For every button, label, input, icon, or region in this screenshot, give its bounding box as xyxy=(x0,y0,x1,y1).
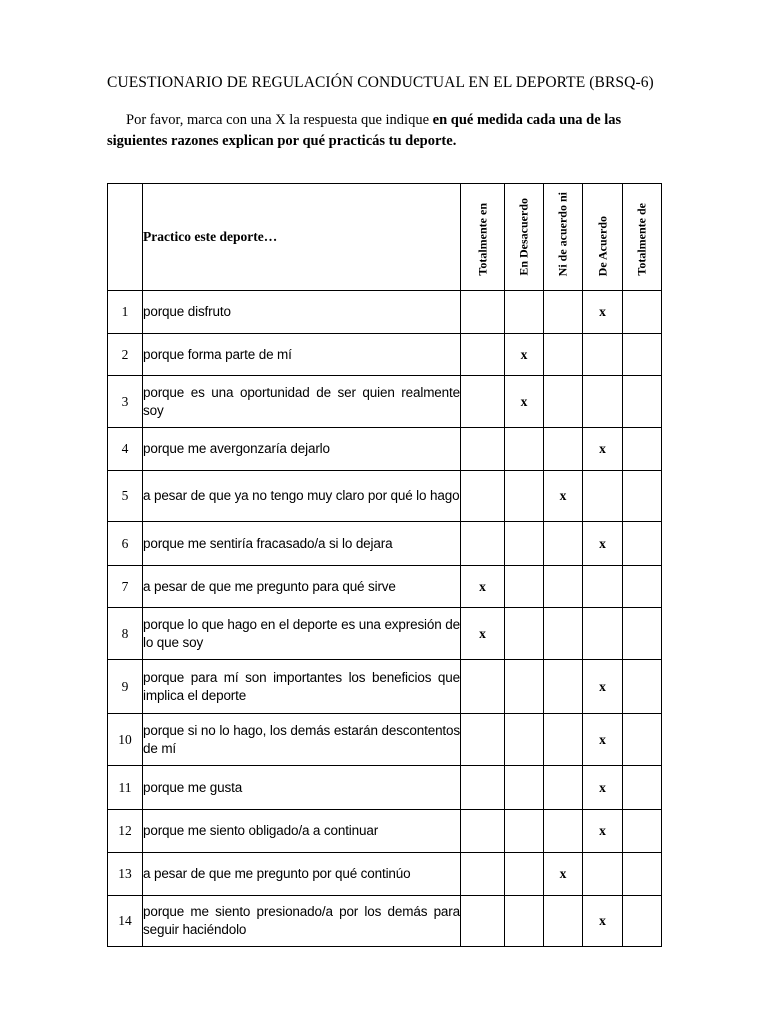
answer-cell[interactable] xyxy=(544,522,583,566)
answer-cell[interactable] xyxy=(623,766,662,810)
answer-mark: x xyxy=(599,731,606,747)
row-number: 14 xyxy=(108,896,143,947)
answer-cell[interactable] xyxy=(544,428,583,471)
table-row xyxy=(108,608,662,660)
header-col-4-label: De Acuerdo xyxy=(595,215,609,276)
row-number: 11 xyxy=(108,766,143,810)
row-number: 6 xyxy=(108,522,143,566)
answer-cell[interactable] xyxy=(461,471,505,522)
answer-cell[interactable] xyxy=(583,376,623,428)
table-row xyxy=(108,428,662,471)
answer-cell[interactable] xyxy=(544,334,583,376)
answer-cell[interactable] xyxy=(505,428,544,471)
answer-mark: x xyxy=(559,488,567,503)
header-col-2 xyxy=(505,184,544,291)
table-row xyxy=(108,660,662,714)
answer-mark: x xyxy=(599,779,606,795)
header-col-5 xyxy=(623,184,662,291)
answer-cell[interactable] xyxy=(583,896,623,947)
table-row xyxy=(108,896,662,947)
answer-cell[interactable] xyxy=(505,522,544,566)
row-statement: porque me gusta xyxy=(143,766,461,810)
answer-cell[interactable] xyxy=(505,608,544,660)
table-row xyxy=(108,566,662,608)
answer-cell[interactable] xyxy=(583,522,623,566)
questionnaire-table xyxy=(107,183,662,947)
answer-cell[interactable] xyxy=(623,428,662,471)
answer-cell[interactable] xyxy=(623,522,662,566)
answer-cell[interactable] xyxy=(623,810,662,853)
answer-cell[interactable] xyxy=(623,376,662,428)
answer-cell[interactable] xyxy=(623,471,662,522)
answer-cell[interactable] xyxy=(505,714,544,766)
answer-cell[interactable] xyxy=(461,810,505,853)
answer-cell[interactable] xyxy=(544,660,583,714)
table-row xyxy=(108,376,662,428)
row-statement: porque me siento presionado/a por los demás para seguir haciéndolo xyxy=(143,896,461,947)
answer-mark: x xyxy=(599,823,606,838)
header-col-3 xyxy=(544,184,583,291)
answer-cell[interactable] xyxy=(623,566,662,608)
answer-cell[interactable] xyxy=(505,810,544,853)
header-number-cell xyxy=(108,184,143,291)
answer-cell[interactable] xyxy=(505,334,544,376)
row-statement: a pesar de que me pregunto por qué continúo xyxy=(143,853,461,896)
answer-cell[interactable] xyxy=(461,291,505,334)
answer-cell[interactable] xyxy=(583,608,623,660)
table-row xyxy=(108,471,662,522)
header-stem: Practico este deporte… xyxy=(143,184,461,291)
answer-cell[interactable] xyxy=(505,766,544,810)
answer-cell[interactable] xyxy=(623,334,662,376)
answer-cell[interactable] xyxy=(544,471,583,522)
row-number: 5 xyxy=(108,471,143,522)
answer-cell[interactable] xyxy=(623,291,662,334)
row-number: 2 xyxy=(108,334,143,376)
instructions-emphasis: en qué medida cada una de las siguientes razones explican por qué practicás tu deporte. xyxy=(107,112,622,149)
answer-cell[interactable] xyxy=(461,660,505,714)
answer-cell[interactable] xyxy=(623,853,662,896)
answer-cell[interactable] xyxy=(583,566,623,608)
answer-cell[interactable] xyxy=(461,853,505,896)
answer-cell[interactable] xyxy=(544,853,583,896)
answer-cell[interactable] xyxy=(461,428,505,471)
instructions-paragraph xyxy=(107,110,655,152)
answer-cell[interactable] xyxy=(505,853,544,896)
answer-mark: x xyxy=(599,913,606,928)
answer-cell[interactable] xyxy=(623,896,662,947)
row-number: 1 xyxy=(108,291,143,334)
header-col-5-label: Totalmente de xyxy=(634,203,649,276)
row-statement: porque para mí son importantes los beneficios que implica el deporte xyxy=(143,660,461,714)
row-statement: porque me avergonzaría dejarlo xyxy=(143,428,461,471)
answer-mark: x xyxy=(479,625,486,641)
answer-cell[interactable] xyxy=(461,608,505,660)
row-statement: a pesar de que ya no tengo muy claro por qué lo hago xyxy=(143,471,461,522)
table-row xyxy=(108,291,662,334)
answer-cell[interactable] xyxy=(505,376,544,428)
answer-cell[interactable] xyxy=(583,428,623,471)
answer-cell[interactable] xyxy=(544,810,583,853)
answer-mark: x xyxy=(599,535,606,551)
answer-cell[interactable] xyxy=(544,376,583,428)
answer-mark: x xyxy=(599,441,606,456)
answer-cell[interactable] xyxy=(461,566,505,608)
row-number: 8 xyxy=(108,608,143,660)
answer-cell[interactable] xyxy=(583,853,623,896)
answer-mark: x xyxy=(599,304,606,319)
table-row xyxy=(108,853,662,896)
instructions-text: Por favor, marca con una X la respuesta que indique xyxy=(126,112,433,128)
row-statement: porque me sentiría fracasado/a si lo dejara xyxy=(143,522,461,566)
answer-mark: x xyxy=(520,346,528,362)
answer-cell[interactable] xyxy=(544,566,583,608)
row-statement: a pesar de que me pregunto para qué sirve xyxy=(143,566,461,608)
answer-cell[interactable] xyxy=(544,291,583,334)
answer-cell[interactable] xyxy=(623,660,662,714)
header-col-4 xyxy=(583,184,623,291)
answer-cell[interactable] xyxy=(461,766,505,810)
header-col-2-label: En Desacuerdo xyxy=(516,198,531,276)
table-row xyxy=(108,714,662,766)
row-statement: porque forma parte de mí xyxy=(143,334,461,376)
table-header-row xyxy=(108,184,662,291)
answer-mark: x xyxy=(559,866,567,881)
answer-cell[interactable] xyxy=(461,714,505,766)
answer-cell[interactable] xyxy=(505,566,544,608)
answer-cell[interactable] xyxy=(583,471,623,522)
table-row xyxy=(108,334,662,376)
table-row xyxy=(108,810,662,853)
answer-cell[interactable] xyxy=(583,660,623,714)
row-statement: porque lo que hago en el deporte es una expresión de lo que soy xyxy=(143,608,461,660)
answer-cell[interactable] xyxy=(505,471,544,522)
answer-cell[interactable] xyxy=(544,714,583,766)
answer-cell[interactable] xyxy=(461,896,505,947)
row-statement: porque disfruto xyxy=(143,291,461,334)
answer-cell[interactable] xyxy=(505,660,544,714)
answer-mark: x xyxy=(520,393,528,409)
answer-cell[interactable] xyxy=(544,766,583,810)
answer-cell[interactable] xyxy=(505,896,544,947)
row-statement: porque si no lo hago, los demás estarán descontentos de mí xyxy=(143,714,461,766)
header-col-1 xyxy=(461,184,505,291)
row-number: 10 xyxy=(108,714,143,766)
row-number: 12 xyxy=(108,810,143,853)
row-number: 9 xyxy=(108,660,143,714)
answer-cell[interactable] xyxy=(544,896,583,947)
answer-cell[interactable] xyxy=(623,608,662,660)
answer-mark: x xyxy=(599,678,606,694)
row-statement: porque es una oportunidad de ser quien realmente soy xyxy=(143,376,461,428)
answer-cell[interactable] xyxy=(461,334,505,376)
table-row xyxy=(108,766,662,810)
row-number: 3 xyxy=(108,376,143,428)
answer-cell[interactable] xyxy=(583,291,623,334)
row-number: 13 xyxy=(108,853,143,896)
answer-cell[interactable] xyxy=(461,522,505,566)
answer-cell[interactable] xyxy=(583,714,623,766)
answer-cell[interactable] xyxy=(461,376,505,428)
answer-cell[interactable] xyxy=(583,810,623,853)
table-row xyxy=(108,522,662,566)
row-number: 7 xyxy=(108,566,143,608)
header-col-3-label: Ni de acuerdo ni xyxy=(555,191,570,276)
row-statement: porque me siento obligado/a a continuar xyxy=(143,810,461,853)
answer-cell[interactable] xyxy=(583,334,623,376)
row-number: 4 xyxy=(108,428,143,471)
answer-cell[interactable] xyxy=(505,291,544,334)
answer-mark: x xyxy=(479,578,486,594)
answer-cell[interactable] xyxy=(544,608,583,660)
answer-cell[interactable] xyxy=(623,714,662,766)
document-title: CUESTIONARIO DE REGULACIÓN CONDUCTUAL EN EL DEPORTE (BRSQ-6) xyxy=(107,74,654,91)
header-col-1-label: Totalmente en xyxy=(475,203,489,276)
answer-cell[interactable] xyxy=(583,766,623,810)
